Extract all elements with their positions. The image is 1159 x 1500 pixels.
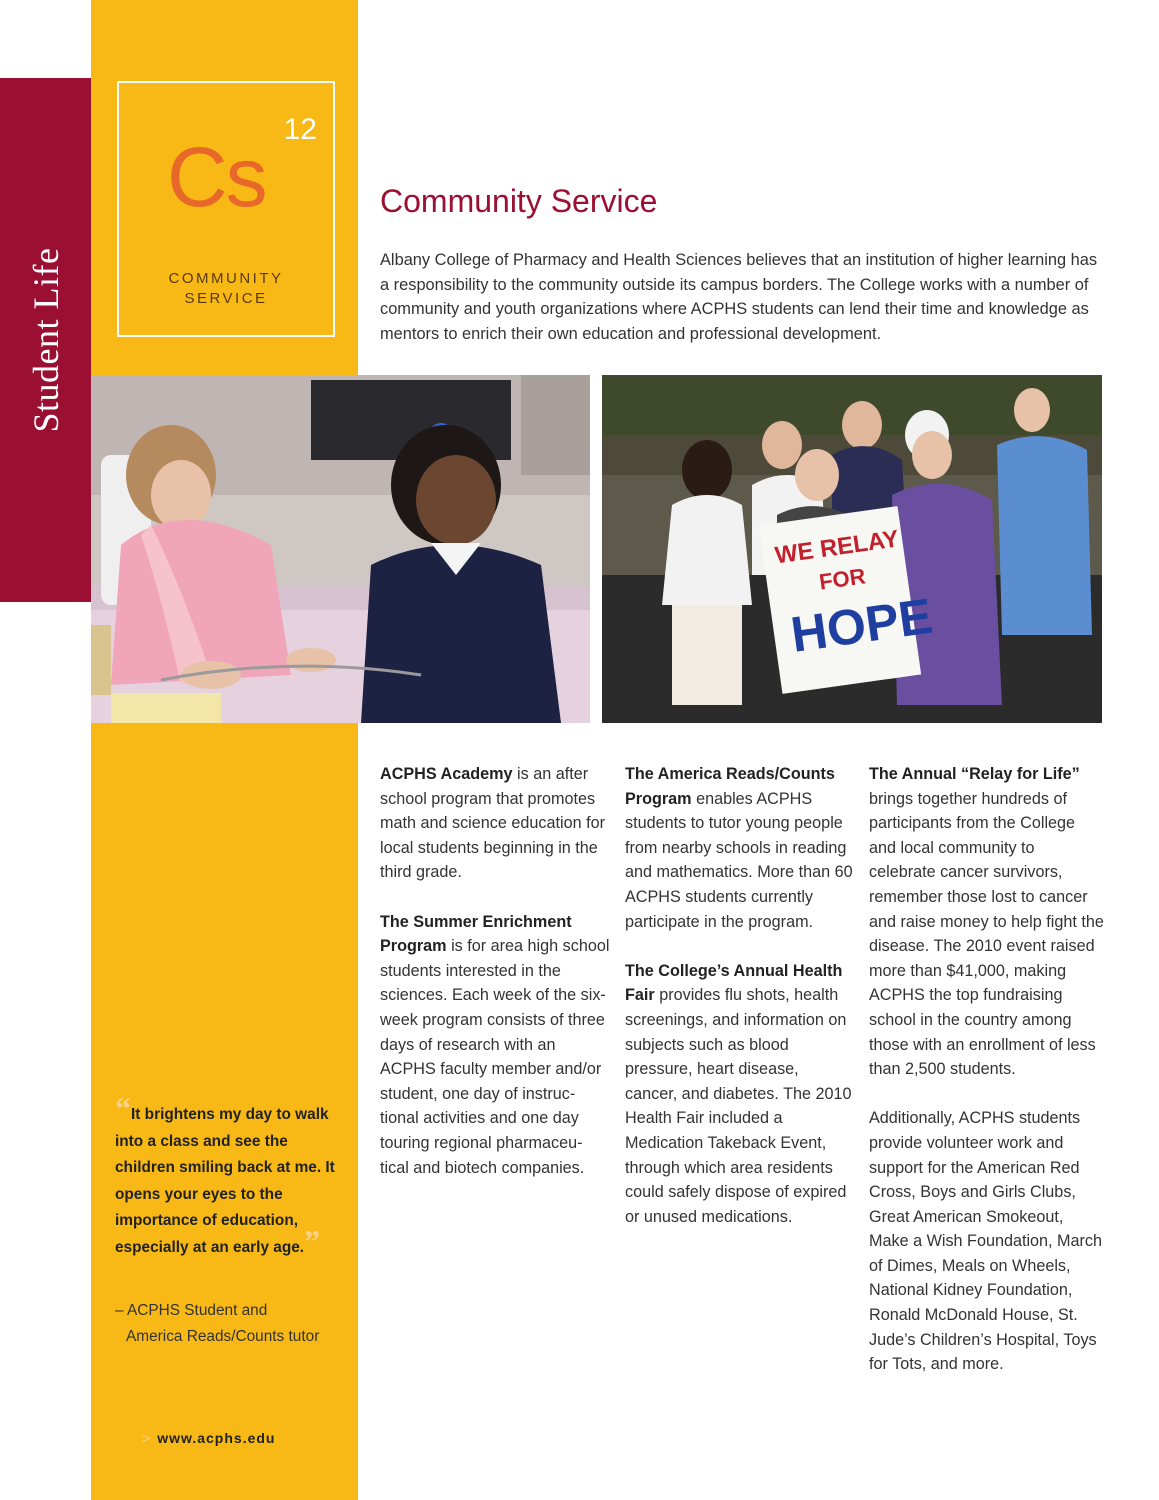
relay-photo-illustration bbox=[602, 375, 1102, 723]
academy-title: ACPHS Academy bbox=[380, 765, 513, 783]
element-name-line2: SERVICE bbox=[184, 290, 268, 307]
sign-line2: FOR bbox=[817, 563, 868, 595]
america-reads-paragraph bbox=[625, 762, 855, 934]
close-quote-mark: ” bbox=[304, 1222, 321, 1259]
website-link[interactable] bbox=[142, 1430, 275, 1446]
attribution-line1: – ACPHS Student and bbox=[115, 1302, 268, 1319]
pull-quote bbox=[115, 1090, 340, 1262]
quote-attribution bbox=[115, 1298, 345, 1350]
health-fair-paragraph bbox=[625, 959, 855, 1230]
tutor-photo-illustration bbox=[91, 375, 590, 723]
column-3 bbox=[869, 762, 1104, 1401]
sign-line3: HOPE bbox=[787, 587, 936, 663]
website-url: www.acphs.edu bbox=[157, 1430, 276, 1446]
element-name bbox=[119, 269, 333, 309]
tutor-photo bbox=[91, 375, 590, 723]
academy-paragraph bbox=[380, 762, 610, 885]
academy-body: is an after school program that promotes math and science education for local students beginning in the third grade. bbox=[380, 765, 605, 882]
section-tab bbox=[0, 78, 91, 602]
element-name-line1: COMMUNITY bbox=[168, 270, 284, 287]
pull-quote-text: It brightens my day to walk into a class and see the children smiling back at me. It opens your eyes to the importance of education, especially at an early age. bbox=[115, 1106, 335, 1256]
relay-body: brings together hundreds of participants from the College and local community to celebrate cancer survivors, remember those lost to cancer and raise money to help fight the disease. The 2010 event raised more than $41,000, making ACPHS the top fundraising school in the country among those with an enrollment of less than 2,500 students. bbox=[869, 789, 1104, 1079]
relay-paragraph bbox=[869, 762, 1104, 1082]
attribution-line2: America Reads/Counts tutor bbox=[126, 1328, 320, 1345]
health-fair-body: provides flu shots, health screenings, and information on subjects such as blood pressure, heart disease, cancer, and diabetes. The 2010 Health Fair included a Medication Takeback Event, through which area residents could safely dispose of expired or unused medications. bbox=[625, 986, 852, 1226]
additionally-paragraph: Additionally, ACPHS students provide volunteer work and support for the American Red Cross, Boys and Girls Clubs, Great American Smokeout, Make a Wish Foundation, March of Dimes, Meals on Wheels, National Kidney Foundation, Ronald McDonald House, St. Jude’s Children’s Hospital, Toys for Tots, and more. bbox=[869, 1109, 1103, 1374]
relay-title: The Annual “Relay for Life” bbox=[869, 765, 1080, 783]
america-reads-title: The America Reads/Counts Program bbox=[625, 765, 835, 808]
health-fair-title: The College’s Annual Health Fair bbox=[625, 961, 843, 1005]
section-tab-label: Student Life bbox=[25, 247, 66, 433]
column-1 bbox=[380, 762, 610, 1205]
summer-body: is for area high school students interested in the sciences. Each week of the six-week program consists of three days of research with an ACPHS faculty member and/or student, one day of instruc-tional activities and one day touring regional pharmaceu-tical and biotech companies. bbox=[380, 937, 610, 1177]
open-quote-mark: “ bbox=[115, 1090, 131, 1126]
page-title: Community Service bbox=[380, 183, 658, 219]
intro-paragraph: Albany College of Pharmacy and Health Sciences believes that an institution of higher learning has a responsibility to the community outside its campus borders. The College works with a number of community and youth organizations where ACPHS students can lend their time and knowledge as mentors to enrich their own education and professional development. bbox=[380, 251, 1098, 343]
chevron-right-icon: > bbox=[142, 1430, 152, 1446]
summer-paragraph bbox=[380, 910, 610, 1181]
element-symbol: Cs bbox=[167, 130, 266, 224]
america-reads-body: enables ACPHS students to tutor young people from nearby schools in reading and mathematics. More than 60 ACPHS students currently participate in the program. bbox=[625, 789, 853, 931]
column-2 bbox=[625, 762, 855, 1254]
element-number: 12 bbox=[283, 113, 317, 146]
summer-title: The Summer Enrichment Program bbox=[380, 912, 572, 956]
relay-photo bbox=[602, 375, 1102, 723]
element-tile bbox=[117, 81, 335, 337]
sign-line1: WE RELAY bbox=[773, 525, 901, 570]
